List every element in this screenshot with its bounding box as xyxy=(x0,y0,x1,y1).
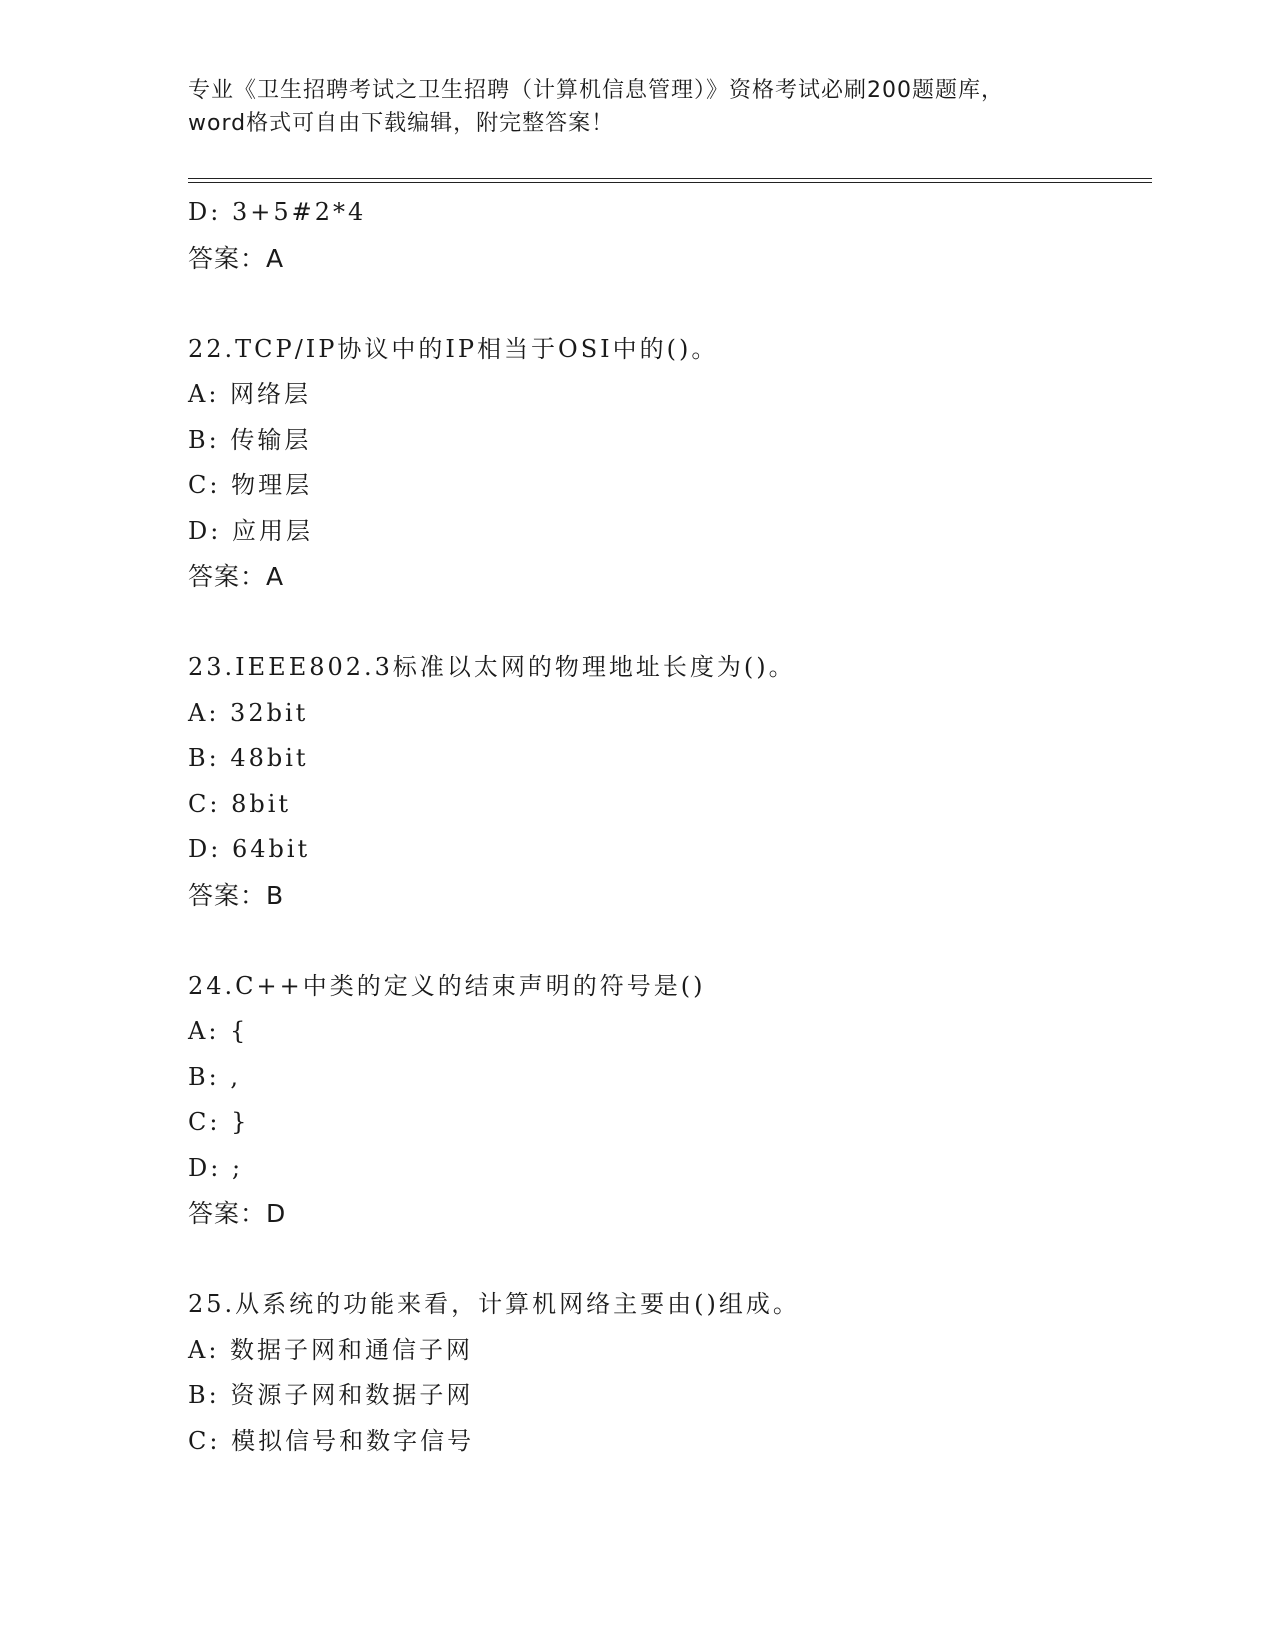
header-title-line-2: word格式可自由下载编辑，附完整答案！ xyxy=(188,111,615,136)
option-a: A: 32bit xyxy=(188,698,309,727)
header-divider-top xyxy=(188,178,1152,179)
option-b: B: 资源子网和数据子网 xyxy=(188,1381,474,1409)
option-b: B: , xyxy=(188,1062,241,1091)
spacer xyxy=(188,918,1148,964)
option-d: D: 64bit xyxy=(188,835,311,863)
header-title-line-1: 专业《卫生招聘考试之卫生招聘（计算机信息管理）》资格考试必刷200题题库， xyxy=(188,78,1004,103)
answer-line: 答案：A xyxy=(188,562,285,591)
question-25 xyxy=(188,1282,1148,1464)
option-b: B: 48bit xyxy=(188,744,309,772)
document-header xyxy=(188,74,1088,140)
spacer xyxy=(188,281,1148,327)
question-stem: 24.C++中类的定义的结束声明的符号是() xyxy=(188,971,706,1000)
answer-line: 答案：A xyxy=(188,243,285,273)
question-22 xyxy=(188,327,1148,600)
option-c: C: 模拟信号和数字信号 xyxy=(188,1426,475,1455)
option-c: C: } xyxy=(188,1108,250,1136)
question-24 xyxy=(188,964,1148,1237)
option-b: B: 传输层 xyxy=(188,425,312,454)
option-a: A: 数据子网和通信子网 xyxy=(188,1335,474,1364)
question-stem: 25.从系统的功能来看，计算机网络主要由()组成。 xyxy=(188,1290,800,1318)
question-stem: 23.IEEE802.3标准以太网的物理地址长度为()。 xyxy=(188,653,796,681)
question-stem: 22.TCP/IP协议中的IP相当于OSI中的()。 xyxy=(188,334,719,363)
answer-line: 答案：B xyxy=(188,880,285,910)
option-d: D: 3+5#2*4 xyxy=(188,198,367,226)
spacer xyxy=(188,1237,1148,1283)
option-a: A: { xyxy=(188,1017,249,1045)
previous-question-tail xyxy=(188,190,1148,281)
option-c: C: 8bit xyxy=(188,789,292,818)
header-divider-bottom xyxy=(188,182,1152,183)
question-list xyxy=(188,190,1148,1464)
option-d: D: ; xyxy=(188,1153,244,1182)
spacer xyxy=(188,600,1148,646)
answer-line: 答案：D xyxy=(188,1199,287,1228)
option-c: C: 物理层 xyxy=(188,471,313,499)
option-d: D: 应用层 xyxy=(188,516,313,545)
question-23 xyxy=(188,645,1148,918)
option-a: A: 网络层 xyxy=(188,380,312,408)
